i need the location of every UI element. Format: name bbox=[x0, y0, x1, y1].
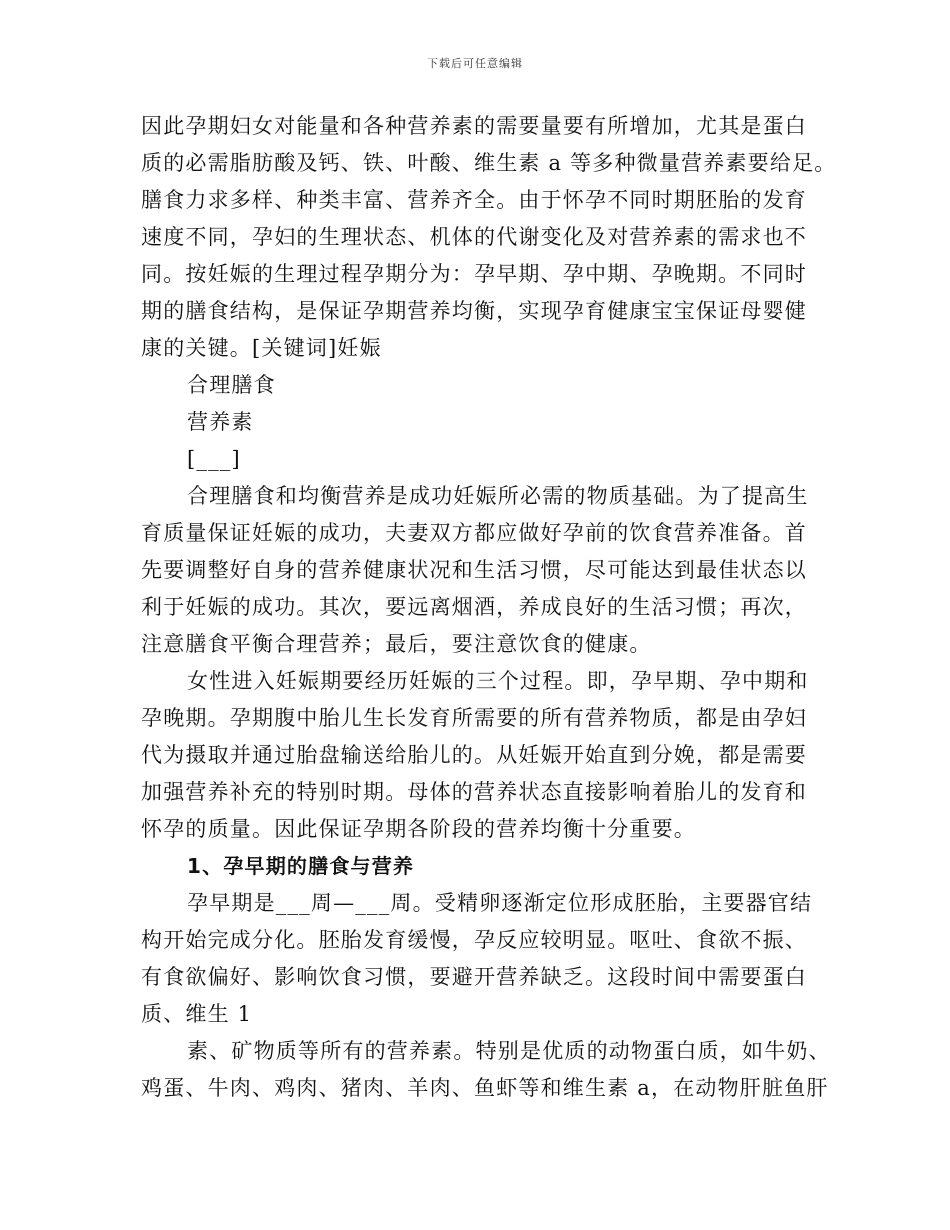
text-line: 加强营养补充的特别时期。母体的营养状态直接影响着胎儿的发育和 bbox=[141, 780, 807, 804]
text-line: 女性进入妊娠期要经历妊娠的三个过程。即，孕早期、孕中期和 bbox=[187, 669, 809, 693]
text-line: 构开始完成分化。胚胎发育缓慢，孕反应较明显。呕吐、食欲不振、 bbox=[141, 928, 807, 952]
text-line: [___] bbox=[187, 447, 241, 471]
document-body bbox=[141, 108, 837, 1107]
text-line: 营养素 bbox=[187, 410, 254, 434]
page-header: 下载后可任意编辑 bbox=[427, 57, 523, 70]
text-line: 质、维生 1 bbox=[141, 1002, 253, 1026]
text-line: 期的膳食结构，是保证孕期营养均衡，实现孕育健康宝宝保证母婴健 bbox=[141, 299, 807, 323]
text-line: 合理膳食 bbox=[187, 373, 276, 397]
text-line: 因此孕期妇女对能量和各种营养素的需要量要有所增加，尤其是蛋白 bbox=[141, 114, 807, 138]
text-line: 质的必需脂肪酸及钙、铁、叶酸、维生素 a 等多种微量营养素要给足。 bbox=[141, 151, 837, 175]
section-heading: 1、孕早期的膳食与营养 bbox=[187, 854, 415, 878]
text-line: 代为摄取并通过胎盘输送给胎儿的。从妊娠开始直到分娩，都是需要 bbox=[141, 743, 807, 767]
text-line: 康的关键。[关键词]妊娠 bbox=[141, 336, 382, 360]
text-line: 注意膳食平衡合理营养；最后，要注意饮食的健康。 bbox=[141, 632, 652, 656]
text-line: 先要调整好自身的营养健康状况和生活习惯，尽可能达到最佳状态以 bbox=[141, 558, 807, 582]
text-line: 速度不同，孕妇的生理状态、机体的代谢变化及对营养素的需求也不 bbox=[141, 225, 807, 249]
text-line: 膳食力求多样、种类丰富、营养齐全。由于怀孕不同时期胚胎的发育 bbox=[141, 188, 807, 212]
text-line: 合理膳食和均衡营养是成功妊娠所必需的物质基础。为了提高生 bbox=[187, 484, 809, 508]
text-line: 育质量保证妊娠的成功，夫妻双方都应做好孕前的饮食营养准备。首 bbox=[141, 521, 807, 545]
text-line: 有食欲偏好、影响饮食习惯，要避开营养缺乏。这段时间中需要蛋白 bbox=[141, 965, 807, 989]
text-line: 孕晚期。孕期腹中胎儿生长发育所需要的所有营养物质，都是由孕妇 bbox=[141, 706, 807, 730]
text-line: 利于妊娠的成功。其次，要远离烟酒，养成良好的生活习惯；再次， bbox=[141, 595, 807, 619]
text-line: 素、矿物质等所有的营养素。特别是优质的动物蛋白质，如牛奶、 bbox=[187, 1039, 831, 1063]
text-line: 怀孕的质量。因此保证孕期各阶段的营养均衡十分重要。 bbox=[141, 817, 696, 841]
text-line: 同。按妊娠的生理过程孕期分为：孕早期、孕中期、孕晚期。不同时 bbox=[141, 262, 807, 286]
text-line: 孕早期是___周—___周。受精卵逐渐定位形成胚胎，主要器官结 bbox=[187, 891, 813, 915]
text-line: 鸡蛋、牛肉、鸡肉、猪肉、羊肉、鱼虾等和维生素 a，在动物肝脏鱼肝 bbox=[141, 1076, 829, 1100]
